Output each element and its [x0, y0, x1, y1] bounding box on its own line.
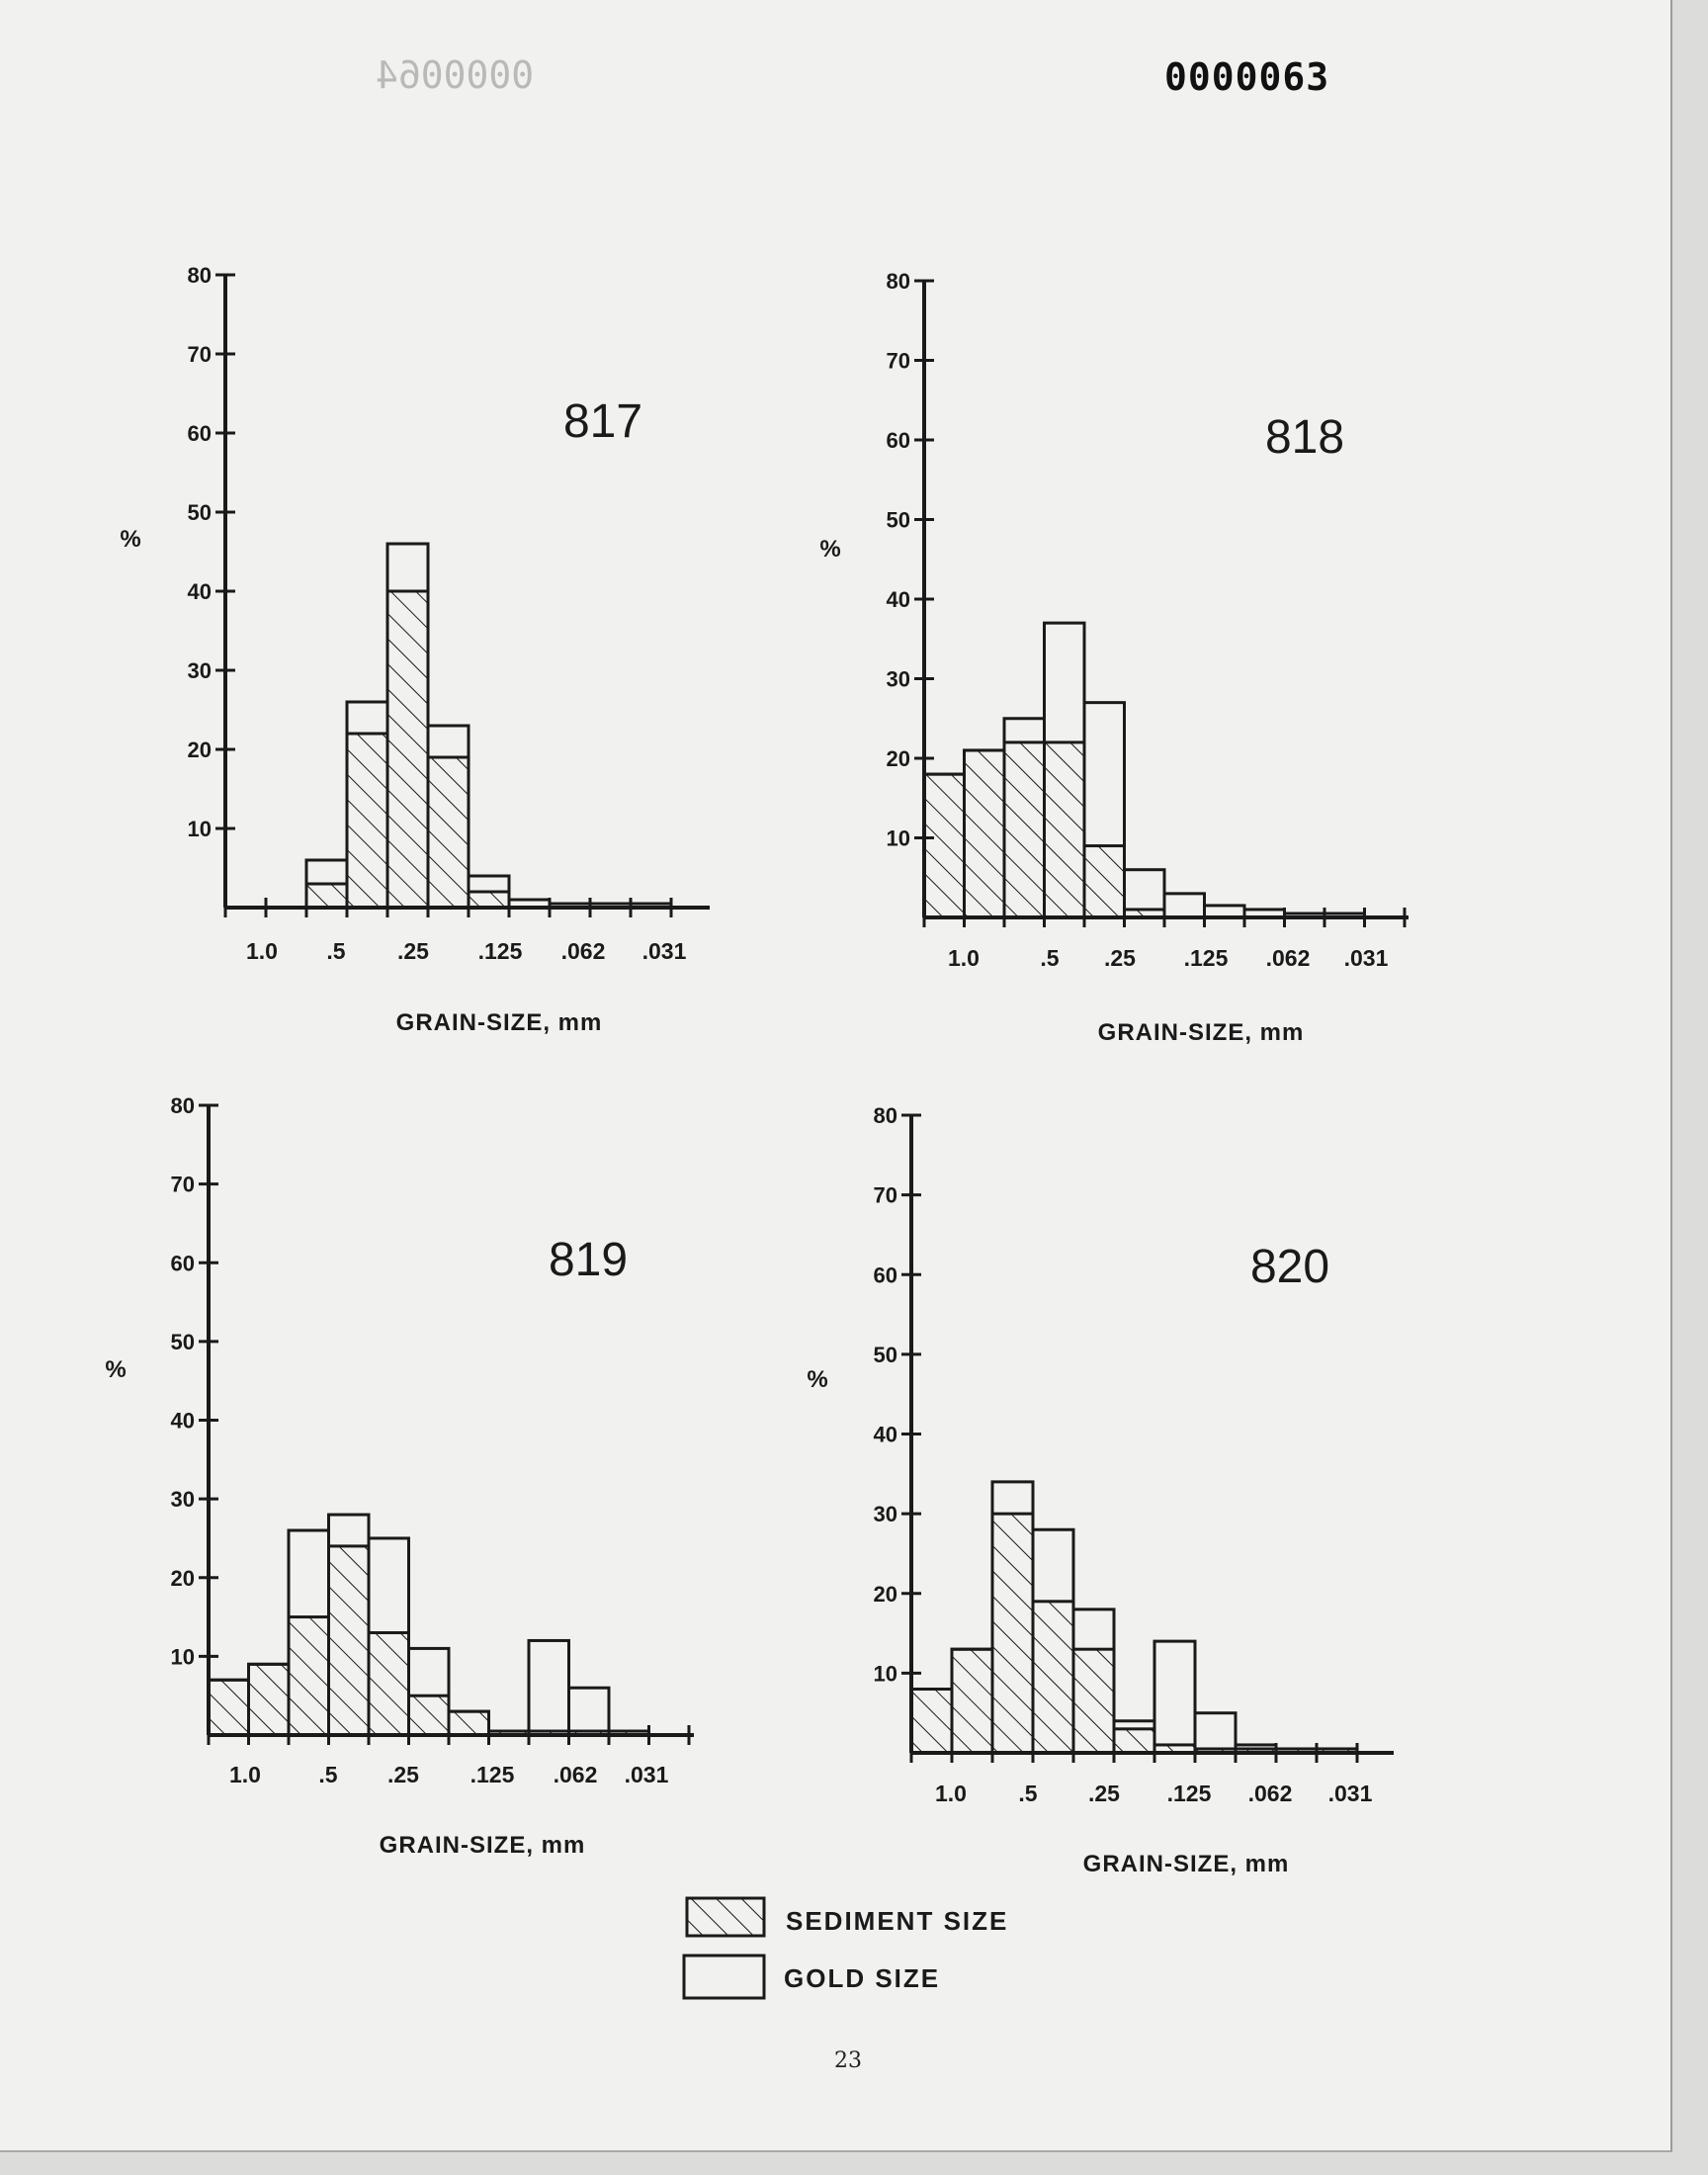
panel-title: 820 — [1249, 1241, 1330, 1293]
sediment-size-bar — [449, 1711, 489, 1735]
sediment-size-bar — [369, 1632, 409, 1735]
x-tick-label: .5 — [1018, 1781, 1038, 1806]
sediment-size-bar — [1004, 742, 1045, 917]
sediment-size-bar — [992, 1514, 1033, 1753]
y-tick-label: 60 — [886, 428, 910, 453]
y-tick-label: 60 — [170, 1251, 195, 1276]
y-tick-label: 80 — [886, 269, 910, 294]
x-tick-label: .031 — [1327, 1781, 1373, 1806]
y-tick-label: 10 — [873, 1661, 897, 1687]
x-tick-label: .031 — [641, 938, 687, 964]
x-tick-label: 1.0 — [246, 938, 278, 964]
legend — [684, 1898, 1008, 1998]
sediment-size-bar — [924, 774, 965, 917]
y-tick-label: 20 — [187, 738, 212, 762]
legend-label-gold: GOLD SIZE — [784, 1963, 941, 1993]
sediment-size-bar — [952, 1649, 992, 1753]
histogram-818 — [819, 269, 1409, 1046]
y-axis-label: % — [120, 526, 141, 553]
y-tick-label: 40 — [886, 587, 910, 612]
sediment-size-bar — [1033, 1602, 1073, 1753]
y-tick-label: 70 — [170, 1172, 195, 1197]
sediment-size-bar — [329, 1546, 370, 1735]
sediment-size-bar — [1084, 846, 1125, 917]
legend-swatch-open — [684, 1956, 764, 1998]
x-tick-label: .062 — [560, 938, 606, 964]
y-tick-label: 60 — [187, 421, 212, 446]
x-tick-label: 1.0 — [229, 1762, 261, 1787]
x-tick-label: .5 — [1040, 945, 1060, 971]
y-tick-label: 40 — [170, 1408, 195, 1434]
y-axis-label: % — [105, 1356, 127, 1383]
y-axis-label: % — [807, 1366, 828, 1393]
sediment-size-bar — [911, 1690, 952, 1754]
x-tick-label: .5 — [318, 1762, 338, 1787]
histogram-819 — [105, 1093, 694, 1859]
x-axis-label: GRAIN-SIZE, mm — [395, 1009, 603, 1036]
panel-title: 818 — [1264, 411, 1345, 464]
y-tick-label: 50 — [170, 1329, 195, 1354]
sediment-size-bar — [1114, 1729, 1154, 1753]
x-tick-label: .25 — [397, 938, 429, 964]
sediment-size-bar — [249, 1664, 290, 1735]
y-tick-label: 80 — [170, 1093, 195, 1118]
x-tick-label: .062 — [553, 1762, 598, 1787]
x-axis-label: GRAIN-SIZE, mm — [379, 1832, 586, 1859]
y-tick-label: 80 — [873, 1103, 897, 1128]
x-tick-label: .031 — [624, 1762, 669, 1787]
panel-title: 819 — [548, 1234, 629, 1286]
sediment-size-bar — [1045, 742, 1085, 917]
histogram-817 — [120, 263, 710, 1036]
legend-swatch-hatched — [687, 1898, 764, 1936]
y-tick-label: 70 — [886, 348, 910, 374]
y-tick-label: 30 — [886, 666, 910, 692]
sediment-size-bar — [289, 1617, 329, 1735]
x-tick-label: 1.0 — [948, 945, 980, 971]
gold-size-bar — [1195, 1713, 1236, 1753]
sediment-size-bar — [965, 750, 1005, 917]
mirrored-document-number: 0000064 — [376, 53, 535, 97]
page-number: 23 — [834, 2048, 862, 2073]
x-axis-label: GRAIN-SIZE, mm — [1097, 1019, 1305, 1046]
y-tick-label: 70 — [187, 342, 212, 367]
y-tick-label: 30 — [170, 1487, 195, 1513]
x-tick-label: .25 — [1104, 945, 1136, 971]
x-tick-label: .125 — [470, 1762, 515, 1787]
y-tick-label: 70 — [873, 1182, 897, 1208]
x-tick-label: .062 — [1247, 1781, 1293, 1806]
sediment-size-bar — [469, 892, 509, 908]
y-tick-label: 30 — [873, 1502, 897, 1527]
x-tick-label: .125 — [1166, 1781, 1212, 1806]
y-tick-label: 60 — [873, 1262, 897, 1288]
sediment-size-bar — [306, 884, 347, 908]
x-axis-label: GRAIN-SIZE, mm — [1082, 1851, 1290, 1877]
x-tick-label: .031 — [1343, 945, 1389, 971]
y-tick-label: 20 — [873, 1581, 897, 1607]
x-tick-label: .125 — [1183, 945, 1229, 971]
sediment-size-bar — [1073, 1649, 1114, 1753]
y-tick-label: 50 — [187, 500, 212, 525]
y-tick-label: 50 — [873, 1342, 897, 1367]
gold-size-bar — [1154, 1641, 1195, 1753]
x-tick-label: .25 — [1088, 1781, 1120, 1806]
legend-item-gold — [684, 1956, 940, 1998]
x-tick-label: .125 — [477, 938, 523, 964]
sediment-size-bar — [347, 734, 387, 908]
sediment-size-bar — [409, 1696, 450, 1735]
x-tick-label: .5 — [326, 938, 346, 964]
panel-title: 817 — [562, 395, 643, 448]
x-tick-label: .062 — [1265, 945, 1311, 971]
document-number: 0000063 — [1164, 55, 1330, 99]
gold-size-bar — [569, 1688, 610, 1735]
y-tick-label: 10 — [187, 817, 212, 841]
y-tick-label: 40 — [187, 579, 212, 604]
y-tick-label: 30 — [187, 658, 212, 683]
x-tick-label: .25 — [387, 1762, 419, 1787]
y-axis-label: % — [819, 536, 841, 563]
y-tick-label: 20 — [886, 746, 910, 771]
y-tick-label: 80 — [187, 263, 212, 288]
y-tick-label: 20 — [170, 1565, 195, 1591]
y-tick-label: 10 — [170, 1644, 195, 1670]
sediment-size-bar — [387, 591, 428, 908]
gold-size-bar — [1164, 894, 1205, 917]
histogram-820 — [807, 1103, 1394, 1877]
legend-label-sediment: SEDIMENT SIZE — [786, 1906, 1009, 1936]
sediment-size-bar — [428, 757, 469, 908]
y-tick-label: 10 — [886, 826, 910, 851]
x-tick-label: 1.0 — [935, 1781, 967, 1806]
y-tick-label: 40 — [873, 1422, 897, 1447]
y-tick-label: 50 — [886, 507, 910, 533]
sediment-size-bar — [209, 1680, 249, 1735]
gold-size-bar — [529, 1640, 569, 1735]
legend-item-sediment — [687, 1898, 1008, 1936]
